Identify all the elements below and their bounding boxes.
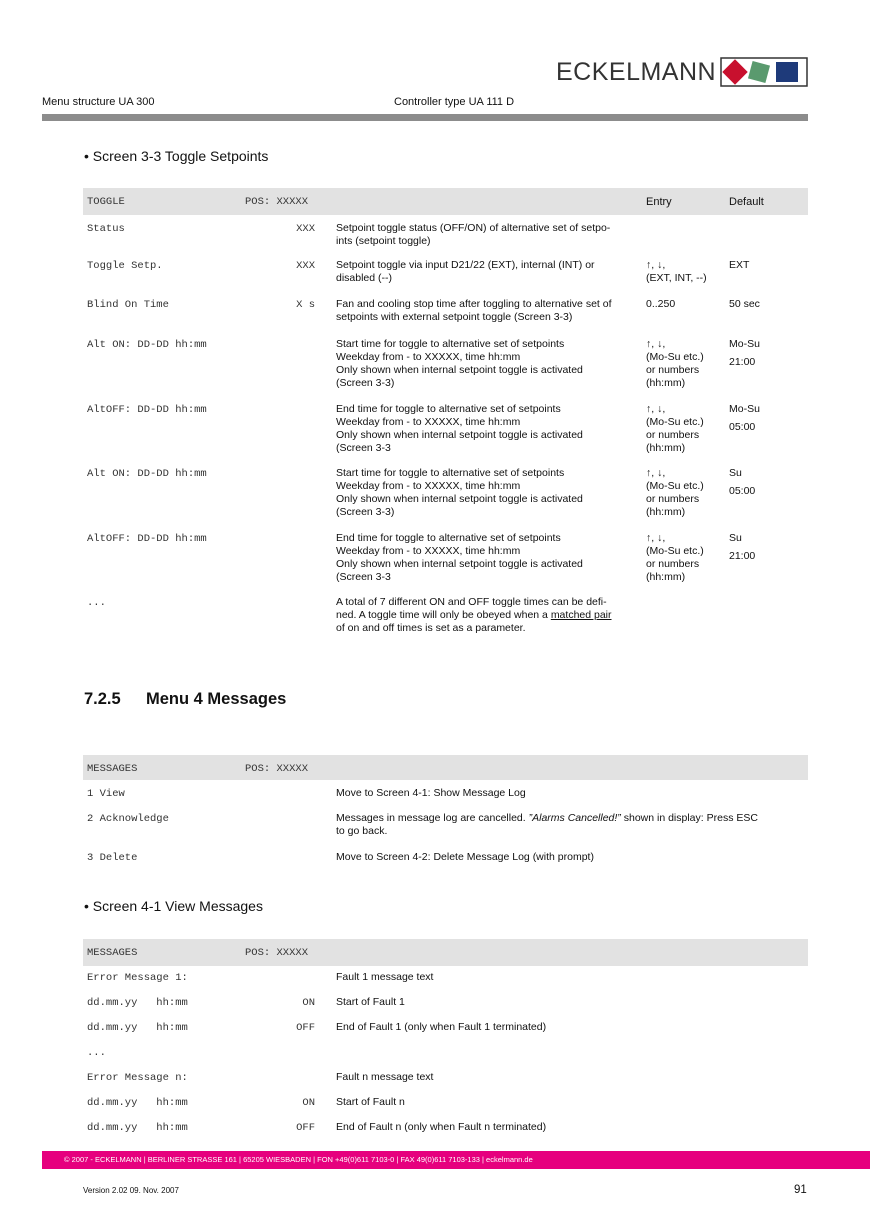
default-line: 50 sec (729, 298, 760, 310)
desc-line: disabled (--) (336, 272, 393, 284)
row-description: Fault n message text (336, 1071, 434, 1083)
entry-line: (hh:mm) (646, 571, 686, 583)
logo-text: ECKELMANN (556, 57, 717, 86)
table-row (83, 966, 808, 991)
default-line: Su (729, 467, 742, 479)
desc-line: of on and off times is set as a parameter. (336, 622, 526, 634)
row-default (729, 298, 807, 311)
row-default (729, 532, 807, 563)
desc-text: shown in display: Press ESC (620, 812, 758, 824)
row-code: 3 Delete (87, 852, 138, 864)
desc-line: ints (setpoint toggle) (336, 235, 431, 247)
screen-3-3-title: Screen 3-3 Toggle Setpoints (92, 148, 269, 164)
row-description (336, 259, 638, 285)
header-pos: POS: XXXXX (245, 196, 309, 208)
row-code: Toggle Setp. (87, 260, 163, 272)
page-number: 91 (794, 1184, 807, 1196)
table-row (83, 1091, 808, 1116)
header-entry: Entry (646, 196, 672, 208)
entry-line: ↑, ↓, (646, 532, 666, 544)
default-line: 21:00 (729, 356, 756, 368)
row-description: Move to Screen 4-2: Delete Message Log (with prompt) (336, 851, 594, 863)
row-description (336, 532, 638, 584)
screen-3-3-heading: • Screen 3-3 Toggle Setpoints (84, 148, 269, 164)
table-row (83, 254, 808, 293)
row-description (336, 338, 638, 390)
header-pos: POS: XXXXX (245, 947, 309, 959)
entry-line: (Mo-Su etc.) (646, 351, 704, 363)
table-row (83, 527, 808, 591)
alarm-cancelled-text: ”Alarms Cancelled!” (528, 812, 621, 824)
entry-line: (hh:mm) (646, 442, 686, 454)
view-messages-table (83, 939, 808, 1141)
row-code: Alt ON: DD-DD hh:mm (87, 468, 207, 480)
entry-line: or numbers (646, 558, 700, 570)
header-code: MESSAGES (87, 947, 138, 959)
row-default (729, 467, 807, 498)
row-value: OFF (296, 1022, 315, 1034)
logo-mark-icon (720, 57, 808, 87)
row-description (336, 403, 638, 455)
row-entry (646, 338, 728, 390)
entry-line: (Mo-Su etc.) (646, 416, 704, 428)
desc-line: Only shown when internal setpoint toggle is activated (336, 493, 583, 505)
row-code: Error Message 1: (87, 972, 188, 984)
row-code: Blind On Time (87, 299, 169, 311)
table-row (83, 991, 808, 1016)
desc-text: Messages in message log are cancelled. (336, 812, 529, 824)
row-value: ON (302, 997, 315, 1009)
default-line: Su (729, 532, 742, 544)
toggle-setpoints-table (83, 188, 808, 641)
table-header (83, 755, 808, 780)
table-row (83, 1016, 808, 1041)
row-description: Start of Fault n (336, 1096, 405, 1108)
screen-4-1-title: Screen 4-1 View Messages (92, 898, 263, 914)
row-entry (646, 467, 728, 519)
messages-menu-table (83, 755, 808, 869)
default-line: EXT (729, 259, 750, 271)
section-title: Menu 4 Messages (146, 690, 287, 708)
row-code: dd.mm.yy hh:mm (87, 1122, 188, 1134)
matched-pair-term: matched pair (550, 609, 612, 621)
row-default (729, 259, 807, 272)
row-description: End of Fault n (only when Fault n terminated) (336, 1121, 547, 1133)
header-code: TOGGLE (87, 196, 125, 208)
row-value: XXX (296, 260, 315, 272)
row-entry (646, 298, 728, 311)
entry-line: ↑, ↓, (646, 338, 666, 350)
row-code: dd.mm.yy hh:mm (87, 1097, 188, 1109)
row-code: ... (87, 1047, 106, 1059)
row-entry (646, 259, 728, 285)
row-description (336, 812, 806, 838)
table-header (83, 939, 808, 966)
header-controller-type: Controller type UA 111 D (394, 96, 515, 108)
section-number: 7.2.5 (84, 690, 121, 708)
row-code: ... (87, 597, 106, 609)
table-row (83, 462, 808, 527)
desc-line: (Screen 3-3) (336, 506, 395, 518)
table-row (83, 1066, 808, 1091)
desc-line: (Screen 3-3) (336, 377, 395, 389)
row-description (336, 222, 638, 248)
default-line: 21:00 (729, 550, 756, 562)
row-description (336, 596, 638, 635)
row-description: Move to Screen 4-1: Show Message Log (336, 787, 526, 799)
row-code: Status (87, 223, 125, 235)
row-code: 2 Acknowledge (87, 813, 169, 825)
table-row (83, 1116, 808, 1141)
row-code: dd.mm.yy hh:mm (87, 997, 188, 1009)
desc-text: ned. A toggle time will only be obeyed when a (336, 609, 551, 621)
desc-line: Only shown when internal setpoint toggle is activated (336, 429, 583, 441)
entry-line: (Mo-Su etc.) (646, 545, 704, 557)
desc-line: (Screen 3-3 (336, 442, 391, 454)
header-pos: POS: XXXXX (245, 763, 309, 775)
desc-line: to go back. (336, 825, 388, 837)
default-line: Mo-Su (729, 338, 760, 350)
desc-line: Setpoint toggle via input D21/22 (EXT), internal (INT) or (336, 259, 595, 271)
row-default (729, 338, 807, 369)
header-doc-title: Menu structure UA 300 (42, 96, 155, 108)
company-logo (556, 57, 808, 87)
entry-line: (Mo-Su etc.) (646, 480, 704, 492)
row-code: 1 View (87, 788, 125, 800)
screen-4-1-heading: • Screen 4-1 View Messages (84, 898, 263, 914)
desc-line: Only shown when internal setpoint toggle is activated (336, 364, 583, 376)
menu-item-delete[interactable] (83, 844, 808, 869)
entry-line: or numbers (646, 364, 700, 376)
header-code: MESSAGES (87, 763, 138, 775)
desc-line: Setpoint toggle status (OFF/ON) of alternative set of setpo- (336, 222, 611, 234)
row-entry (646, 532, 728, 584)
desc-line: Weekday from - to XXXXX, time hh:mm (336, 480, 521, 492)
default-line: 05:00 (729, 421, 756, 433)
desc-line: A total of 7 different ON and OFF toggle times can be defi- (336, 596, 607, 608)
row-code: AltOFF: DD-DD hh:mm (87, 533, 207, 545)
desc-line: End time for toggle to alternative set of setpoints (336, 403, 561, 415)
row-description: Fault 1 message text (336, 971, 434, 983)
menu-item-view[interactable] (83, 780, 808, 805)
table-row (83, 215, 808, 254)
row-value: ON (302, 1097, 315, 1109)
desc-line: Fan and cooling stop time after toggling to alternative set of (336, 298, 612, 310)
desc-line: Weekday from - to XXXXX, time hh:mm (336, 416, 521, 428)
header-divider (42, 114, 808, 121)
row-value: OFF (296, 1122, 315, 1134)
row-description: End of Fault 1 (only when Fault 1 terminated) (336, 1021, 547, 1033)
default-line: Mo-Su (729, 403, 760, 415)
table-row (83, 1041, 808, 1066)
entry-line: (EXT, INT, --) (646, 272, 707, 284)
header-default: Default (729, 196, 764, 208)
desc-line: End time for toggle to alternative set of setpoints (336, 532, 561, 544)
desc-line: Only shown when internal setpoint toggle is activated (336, 558, 583, 570)
entry-line: ↑, ↓, (646, 403, 666, 415)
desc-line: Start time for toggle to alternative set of setpoints (336, 467, 565, 479)
row-value: X s (296, 299, 315, 311)
entry-line: ↑, ↓, (646, 259, 666, 271)
desc-line (336, 609, 638, 622)
menu-item-acknowledge[interactable] (83, 805, 808, 844)
row-code: Error Message n: (87, 1072, 188, 1084)
table-row (83, 293, 808, 333)
row-default (729, 403, 807, 434)
entry-line: ↑, ↓, (646, 467, 666, 479)
table-row (83, 333, 808, 398)
row-code: dd.mm.yy hh:mm (87, 1022, 188, 1034)
row-description (336, 467, 638, 519)
row-description: Start of Fault 1 (336, 996, 405, 1008)
row-value: XXX (296, 223, 315, 235)
version-info: Version 2.02 09. Nov. 2007 (83, 1186, 179, 1195)
footer-bar (42, 1151, 870, 1169)
row-description (336, 298, 638, 324)
row-entry (646, 403, 728, 455)
entry-line: or numbers (646, 429, 700, 441)
desc-line: Weekday from - to XXXXX, time hh:mm (336, 351, 521, 363)
table-row (83, 398, 808, 462)
row-code: Alt ON: DD-DD hh:mm (87, 339, 207, 351)
default-line: 05:00 (729, 485, 756, 497)
entry-line: (hh:mm) (646, 377, 686, 389)
desc-line: Weekday from - to XXXXX, time hh:mm (336, 545, 521, 557)
entry-line: (hh:mm) (646, 506, 686, 518)
section-heading (84, 690, 286, 709)
footer-contact: © 2007 - ECKELMANN | BERLINER STRASSE 161 | 65205 WIESBADEN | FON +49(0)611 7103-0 | FAX 49(0)611 7103-133 | eckelmann.de (64, 1155, 533, 1164)
desc-line: Start time for toggle to alternative set of setpoints (336, 338, 565, 350)
entry-line: or numbers (646, 493, 700, 505)
desc-line (336, 812, 806, 825)
row-code: AltOFF: DD-DD hh:mm (87, 404, 207, 416)
desc-line: (Screen 3-3 (336, 571, 391, 583)
entry-line: 0..250 (646, 298, 676, 310)
desc-line: setpoints with external setpoint toggle (Screen 3-3) (336, 311, 573, 323)
table-header (83, 188, 808, 215)
table-row (83, 591, 808, 641)
